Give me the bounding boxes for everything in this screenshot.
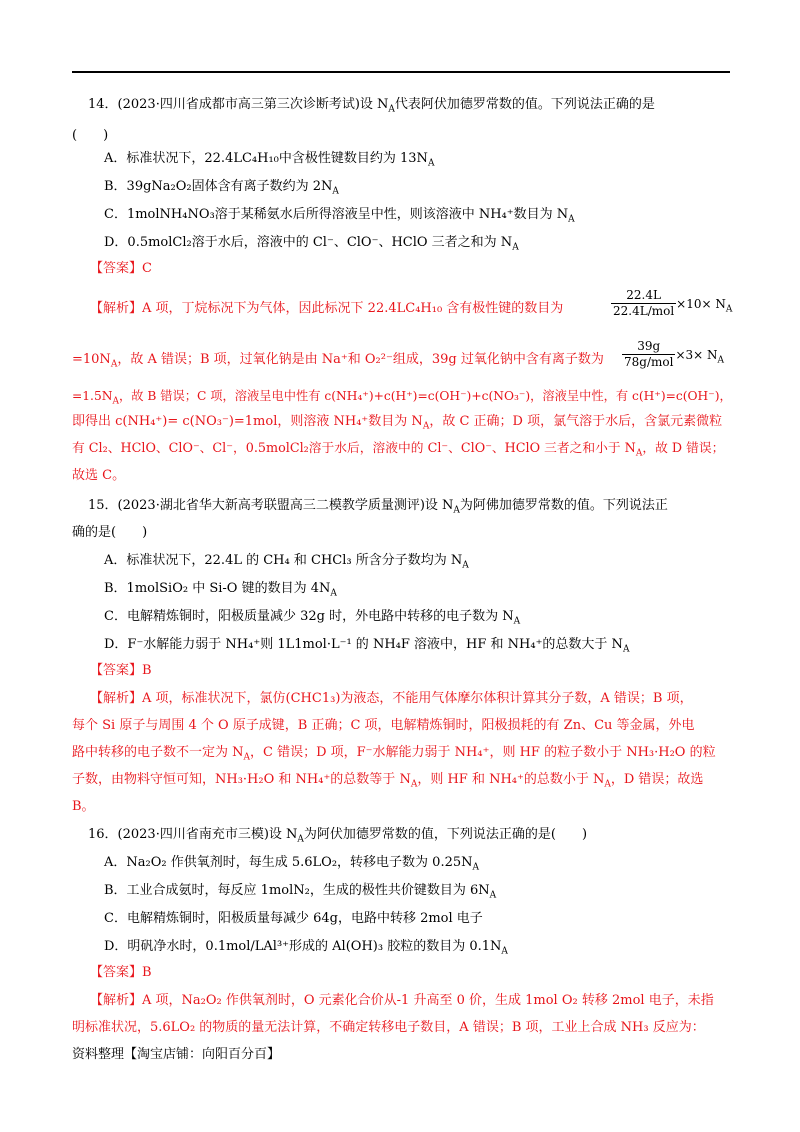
question-15-explanation-2: 每个 Si 原子与周围 4 个 O 原子成键，B 正确；C 项，电解精炼铜时，阳极损耗的有 Zn、Cu 等金属，外电 bbox=[72, 718, 695, 733]
question-14-explanation-3: $=1.5N_A$，故 B 错误；C 项，溶液呈电中性有 c(NH₄⁺)+c(H⁺)=c(OH⁻)+c(NO₃⁻)，溶液呈中性，有 c(H⁺)=c(OH⁻)， bbox=[72, 389, 732, 407]
question-14-paren: ( ) bbox=[72, 128, 109, 143]
question-15-option-c: C．电解精炼铜时，阳极质量减少 32g 时，外电路中转移的电子数为 $N_A$ bbox=[104, 609, 521, 627]
question-16-stem: 16．(2023·四川省南充市三模)设 $N_A$为阿伏加德罗常数的值，下列说法正确的是( ) bbox=[88, 827, 588, 845]
question-15-explanation-4: 子数，由物料守恒可知，NH₃·H₂O 和 NH₄⁺的总数等于 $N_A$，则 HF 和 NH₄⁺的总数小于 $N_A$，D 错误；故选 bbox=[72, 772, 704, 790]
formula-fraction-1: $\frac{22.4L}{\text{22.4L/mol}}$ $\times 10\times N_A$ bbox=[613, 288, 733, 318]
question-14-answer: 【答案】C bbox=[90, 261, 152, 276]
question-15-option-d: D．F⁻水解能力弱于 NH₄⁺则 1L1mol·L⁻¹ 的 NH₄F 溶液中，HF 和 NH₄⁺的总数大于 $N_A$ bbox=[104, 637, 630, 655]
question-16-option-c: C．电解精炼铜时，阳极质量每减少 64g，电路中转移 2mol 电子 bbox=[104, 911, 483, 926]
question-16-option-a: A．Na₂O₂ 作供氧剂时，每生成 5.6LO₂，转移电子数为 $0.25N_A$ bbox=[104, 855, 479, 873]
question-15-answer: 【答案】B bbox=[90, 663, 152, 678]
question-14-option-c: C．1molNH₄NO₃溶于某稀氨水后所得溶液呈中性，则该溶液中 NH₄⁺数目为 $N_A$ bbox=[104, 207, 575, 225]
question-15-explanation-1: 【解析】A 项，标准状况下，氯仿(CHC1₃)为液态，不能用气体摩尔体积计算其分子数，A 错误；B 项， bbox=[90, 691, 693, 706]
question-14-stem: 14．(2023·四川省成都市高三第三次诊断考试)设 $N_A$代表阿伏加德罗常数的值。下列说法正确的是 bbox=[88, 97, 655, 115]
question-14-explanation-4: 即得出 c(NH₄⁺)= c(NO₃⁻)=1mol，则溶液 NH₄⁺数目为 $N_A$，故 C 正确；D 项，氯气溶于水后，含氯元素微粒 bbox=[72, 414, 723, 432]
question-16-answer: 【答案】B bbox=[90, 965, 152, 980]
question-15-option-a: A．标准状况下，22.4L 的 CH₄ 和 CHCl₃ 所含分子数均为 $N_A$ bbox=[104, 553, 469, 571]
question-14-option-b: B．39gNa₂O₂固体含有离子数约为 $2N_A$ bbox=[104, 179, 339, 197]
question-15-stem: 15．(2023·湖北省华大新高考联盟高三二模教学质量测评)设 $N_A$为阿佛加德罗常数的值。下列说法正 bbox=[88, 498, 668, 516]
question-14-option-a: A．标准状况下，22.4LC₄H₁₀中含极性键数目约为 $13N_A$ bbox=[104, 151, 435, 169]
question-14-explanation-6: 故选 C。 bbox=[72, 468, 126, 483]
question-15-option-b: B．1molSiO₂ 中 Si-O 键的数目为 $4N_A$ bbox=[104, 581, 337, 599]
question-16-explanation-1: 【解析】A 项，Na₂O₂ 作供氧剂时，O 元素化合价从-1 升高至 0 价，生成 1mol O₂ 转移 2mol 电子，未指 bbox=[90, 993, 714, 1008]
formula-fraction-2: $\frac{39g}{\text{78g/mol}}$ $\times 3\times N_A$ bbox=[624, 339, 724, 369]
question-15-explanation-3: 路中转移的电子数不一定为 $N_A$，C 错误；D 项，F⁻水解能力弱于 NH₄⁺，则 HF 的粒子数小于 NH₃·H₂O 的粒 bbox=[72, 745, 716, 763]
question-15-explanation-5: B。 bbox=[72, 799, 95, 814]
question-15-stem-2: 确的是( ) bbox=[72, 525, 148, 540]
question-16-option-b: B．工业合成氨时，每反应 1molN₂，生成的极性共价键数目为 $6N_A$ bbox=[104, 883, 497, 901]
header-rule bbox=[72, 71, 730, 73]
question-14-option-d: D．0.5molCl₂溶于水后，溶液中的 Cl⁻、ClO⁻、HClO 三者之和为 $N_A$ bbox=[104, 235, 519, 253]
question-14-explanation-2: $=10N_A$，故 A 错误；B 项，过氧化钠是由 Na⁺和 O₂²⁻组成，39g 过氧化钠中含有离子数为 bbox=[72, 352, 604, 370]
question-16-explanation-2: 明标准状况，5.6LO₂ 的物质的量无法计算，不确定转移电子数目，A 错误；B 项，工业上合成 NH₃ 反应为： bbox=[72, 1020, 705, 1035]
question-16-option-d: D．明矾净水时，0.1mol/LAl³⁺形成的 Al(OH)₃ 胶粒的数目为 $0.1N_A$ bbox=[104, 939, 508, 957]
page-footer: 资料整理【淘宝店铺：向阳百分百】 bbox=[72, 1047, 281, 1062]
question-14-explanation-5: 有 Cl₂、HClO、ClO⁻、Cl⁻，0.5molCl₂溶于水后，溶液中的 Cl⁻、ClO⁻、HClO 三者之和小于 $N_A$，故 D 错误； bbox=[72, 441, 725, 459]
question-14-explanation-1: 【解析】A 项，丁烷标况下为气体，因此标况下 22.4LC₄H₁₀ 含有极性键的数目为 bbox=[90, 301, 564, 316]
